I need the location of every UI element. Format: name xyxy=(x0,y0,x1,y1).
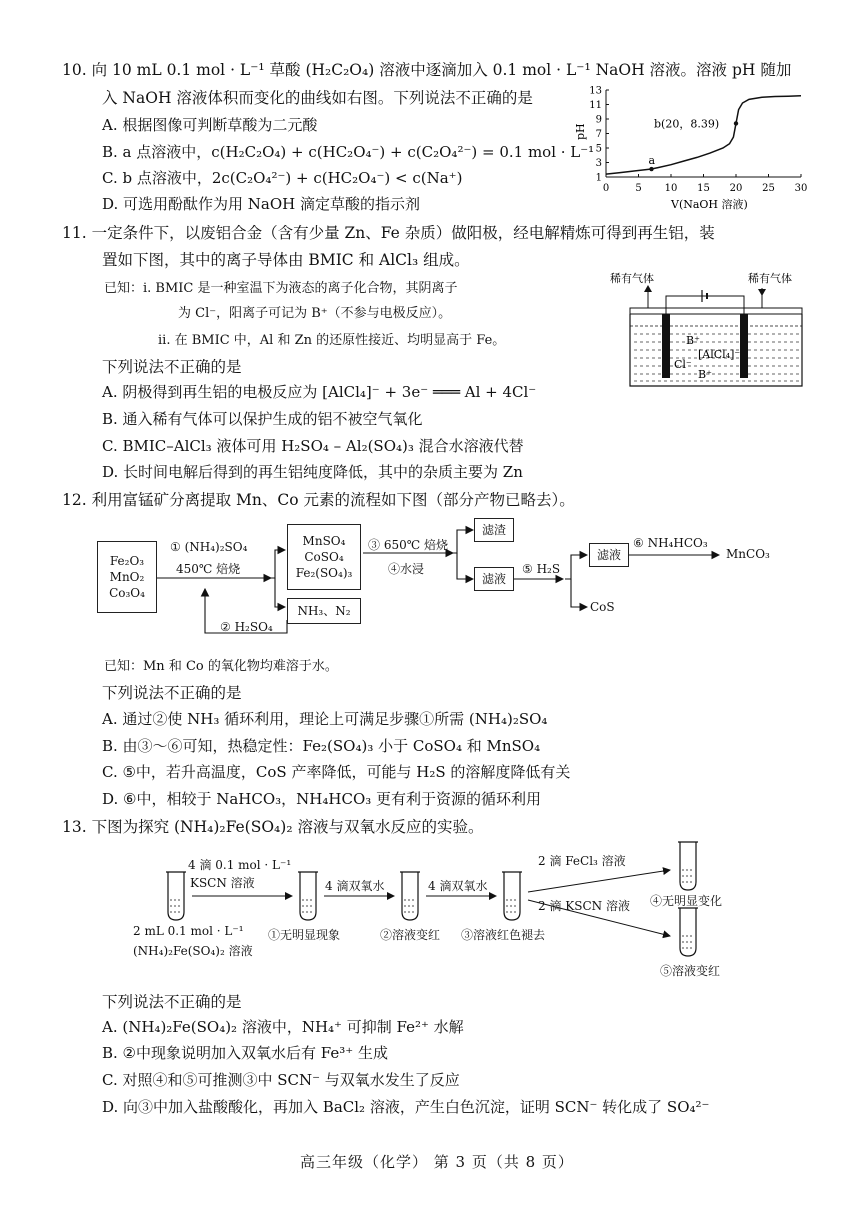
q13-option-c: C. 对照④和⑤可推测③中 SCN⁻ 与双氧水发生了反应 xyxy=(102,1071,460,1089)
exp-start-solution-1: 2 mL 0.1 mol · L⁻¹ xyxy=(133,924,244,938)
q10-option-d: D. 可选用酚酞作为用 NaOH 滴定草酸的指示剂 xyxy=(102,195,421,213)
flow-step3-label: ③ 650℃ 焙烧 xyxy=(368,538,448,552)
flow-step5-label: ⑤ H₂S xyxy=(522,562,561,576)
q12-stem: 12. 利用富锰矿分离提取 Mn、Co 元素的流程如下图（部分产物已略去）。 xyxy=(62,491,575,509)
ph-curve xyxy=(606,96,801,174)
exp-reagent2: 4 滴双氧水 xyxy=(325,879,385,893)
q13-option-a: A. (NH₄)₂Fe(SO₄)₂ 溶液中，NH₄⁺ 可抑制 Fe²⁺ 水解 xyxy=(102,1018,464,1036)
q12-option-b: B. 由③～⑥可知，热稳定性：Fe₂(SO₄)₃ 小于 CoSO₄ 和 MnSO₄ xyxy=(102,737,541,755)
exp-result-3: ③溶液红色褪去 xyxy=(461,928,546,942)
y-tick-label: 7 xyxy=(595,129,602,140)
ph-titration-chart xyxy=(576,84,816,224)
y-tick-label: 9 xyxy=(595,114,602,126)
q11-known-3: ii. 在 BMIC 中，Al 和 Zn 的还原性接近、均明显高于 Fe。 xyxy=(158,333,506,348)
point-label: a xyxy=(648,154,656,168)
test-tube-2 xyxy=(400,872,420,920)
flow-box-filtrate-1: 滤液 xyxy=(474,567,514,591)
exp-start-solution-2: (NH₄)₂Fe(SO₄)₂ 溶液 xyxy=(133,944,253,958)
exp-reagent1-line1: 4 滴 0.1 mol · L⁻¹ xyxy=(188,858,292,872)
gas-right-label: 稀有气体 xyxy=(748,272,792,285)
anode-electrode xyxy=(662,314,670,378)
y-tick-label: 11 xyxy=(589,100,602,111)
q11-option-d: D. 长时间电解后得到的再生铝纯度降低，其中的杂质主要为 Zn xyxy=(102,463,523,481)
q10-stem-line2: 入 NaOH 溶液体积而变化的曲线如右图。下列说法不正确的是 xyxy=(102,89,533,107)
x-tick-label: 0 xyxy=(602,183,610,194)
ion-cl: Cl⁻ xyxy=(674,358,692,371)
flow-step2-label: ② H₂SO₄ xyxy=(220,620,273,634)
flow-step4-label: ④水浸 xyxy=(388,562,425,576)
exp-reagent4: 2 滴 FeCl₃ 溶液 xyxy=(538,854,626,868)
flow-box-sulfates: MnSO₄ CoSO₄ Fe₂(SO₄)₃ xyxy=(287,524,361,590)
y-tick-label: 1 xyxy=(595,172,602,184)
q11-option-b: B. 通入稀有气体可以保护生成的铝不被空气氧化 xyxy=(102,410,423,428)
test-tube-start xyxy=(166,872,186,920)
cell-lid xyxy=(630,308,802,314)
x-tick-label: 15 xyxy=(697,183,710,194)
test-tube-3 xyxy=(502,872,522,920)
electrolysis-cell-diagram xyxy=(610,268,810,388)
ion-b-upper: B⁺ xyxy=(686,334,700,347)
flow-box-gases: NH₃、N₂ xyxy=(287,598,361,624)
exp-reagent5: 2 滴 KSCN 溶液 xyxy=(538,899,630,913)
q10-option-c: C. b 点溶液中，2c(C₂O₄²⁻) + c(HC₂O₄⁻) < c(Na⁺) xyxy=(102,169,463,187)
q10-option-b: B. a 点溶液中，c(H₂C₂O₄) + c(HC₂O₄⁻) + c(C₂O₄²⁻) = 0.1 mol · L⁻¹ xyxy=(102,143,595,161)
q10-stem-line1: 10. 向 10 mL 0.1 mol · L⁻¹ 草酸 (H₂C₂O₄) 溶液中逐滴加入 0.1 mol · L⁻¹ NaOH 溶液。溶液 pH 随加 xyxy=(62,61,792,79)
q11-ask: 下列说法不正确的是 xyxy=(102,358,242,376)
chart-points xyxy=(649,117,739,171)
cathode-electrode xyxy=(740,314,748,378)
exp-result-2: ②溶液变红 xyxy=(380,928,441,942)
q13-ask: 下列说法不正确的是 xyxy=(102,993,242,1011)
q12-known: 已知：Mn 和 Co 的氧化物均难溶于水。 xyxy=(104,659,338,674)
point-marker xyxy=(649,167,653,171)
flow-product-mnco3: MnCO₃ xyxy=(726,547,770,561)
flow-box-residue: 滤渣 xyxy=(474,518,514,542)
test-tube-1 xyxy=(298,872,318,920)
q10-option-a: A. 根据图像可判断草酸为二元酸 xyxy=(102,116,318,134)
exp-result-5: ⑤溶液变红 xyxy=(660,964,721,978)
flow-box-filtrate-2: 滤液 xyxy=(589,543,629,567)
q12-option-c: C. ⑤中，若升高温度，CoS 产率降低，可能与 H₂S 的溶解度降低有关 xyxy=(102,763,571,781)
test-tube-4 xyxy=(678,842,698,890)
y-axis-label: pH xyxy=(574,123,587,140)
flow-box-raw-ore: Fe₂O₃ MnO₂ Co₃O₄ xyxy=(97,541,157,613)
ion-b-lower: B⁺ xyxy=(698,368,712,381)
q11-known-2: 为 Cl⁻，阳离子可记为 B⁺（不参与电极反应）。 xyxy=(178,306,452,321)
exp-reagent3: 4 滴双氧水 xyxy=(428,879,488,893)
gas-left-label: 稀有气体 xyxy=(610,272,654,285)
x-tick-label: 20 xyxy=(729,183,743,194)
x-axis-label: V(NaOH 溶液) xyxy=(671,198,748,211)
flow-step6-label: ⑥ NH₄HCO₃ xyxy=(633,536,708,550)
flow-step1-condition: 450℃ 焙烧 xyxy=(176,562,241,576)
page-footer: 高三年级（化学） 第 3 页（共 8 页） xyxy=(300,1153,574,1171)
flow-product-cos: CoS xyxy=(590,600,615,614)
x-tick-label: 10 xyxy=(664,183,678,194)
flow-step1-label: ① (NH₄)₂SO₄ xyxy=(170,540,248,554)
y-tick-label: 5 xyxy=(595,143,602,155)
q11-option-a: A. 阴极得到再生铝的电极反应为 [AlCl₄]⁻ + 3e⁻ ═══ Al + 4Cl⁻ xyxy=(102,383,537,401)
q11-known-1: 已知：i. BMIC 是一种室温下为液态的离子化合物，其阴离子 xyxy=(104,281,458,296)
test-tube-5 xyxy=(678,908,698,956)
q13-option-d: D. 向③中加入盐酸酸化，再加入 BaCl₂ 溶液，产生白色沉淀，证明 SCN⁻ 转化成了 SO₄²⁻ xyxy=(102,1098,710,1116)
q11-option-c: C. BMIC–AlCl₃ 液体可用 H₂SO₄ – Al₂(SO₄)₃ 混合水溶液代替 xyxy=(102,437,524,455)
exp-result-1: ①无明显现象 xyxy=(268,928,341,942)
q12-option-a: A. 通过②使 NH₃ 循环利用，理论上可满足步骤①所需 (NH₄)₂SO₄ xyxy=(102,710,548,728)
q13-stem: 13. 下图为探究 (NH₄)₂Fe(SO₄)₂ 溶液与双氧水反应的实验。 xyxy=(62,818,484,836)
y-tick-label: 3 xyxy=(595,158,602,169)
ion-alcl4: [AlCl₄]⁻ xyxy=(698,348,741,361)
point-marker xyxy=(734,121,738,125)
q12-option-d: D. ⑥中，相较于 NaHCO₃，NH₄HCO₃ 更有利于资源的循环利用 xyxy=(102,790,542,808)
x-tick-label: 5 xyxy=(635,183,642,194)
external-wire xyxy=(666,296,744,326)
point-label: b(20，8.39) xyxy=(654,117,720,131)
exp-reagent1-line2: KSCN 溶液 xyxy=(190,876,255,890)
q12-ask: 下列说法不正确的是 xyxy=(102,684,242,702)
q13-option-b: B. ②中现象说明加入双氧水后有 Fe³⁺ 生成 xyxy=(102,1044,388,1062)
x-tick-label: 25 xyxy=(762,183,775,194)
x-tick-label: 30 xyxy=(794,183,808,194)
exp-result-4: ④无明显变化 xyxy=(650,894,723,908)
q11-stem-line2: 置如下图，其中的离子导体由 BMIC 和 AlCl₃ 组成。 xyxy=(102,251,470,269)
y-tick-label: 13 xyxy=(589,85,602,97)
q11-stem-line1: 11. 一定条件下，以废铝合金（含有少量 Zn、Fe 杂质）做阳极，经电解精炼可得到再生铝，装 xyxy=(62,224,715,242)
